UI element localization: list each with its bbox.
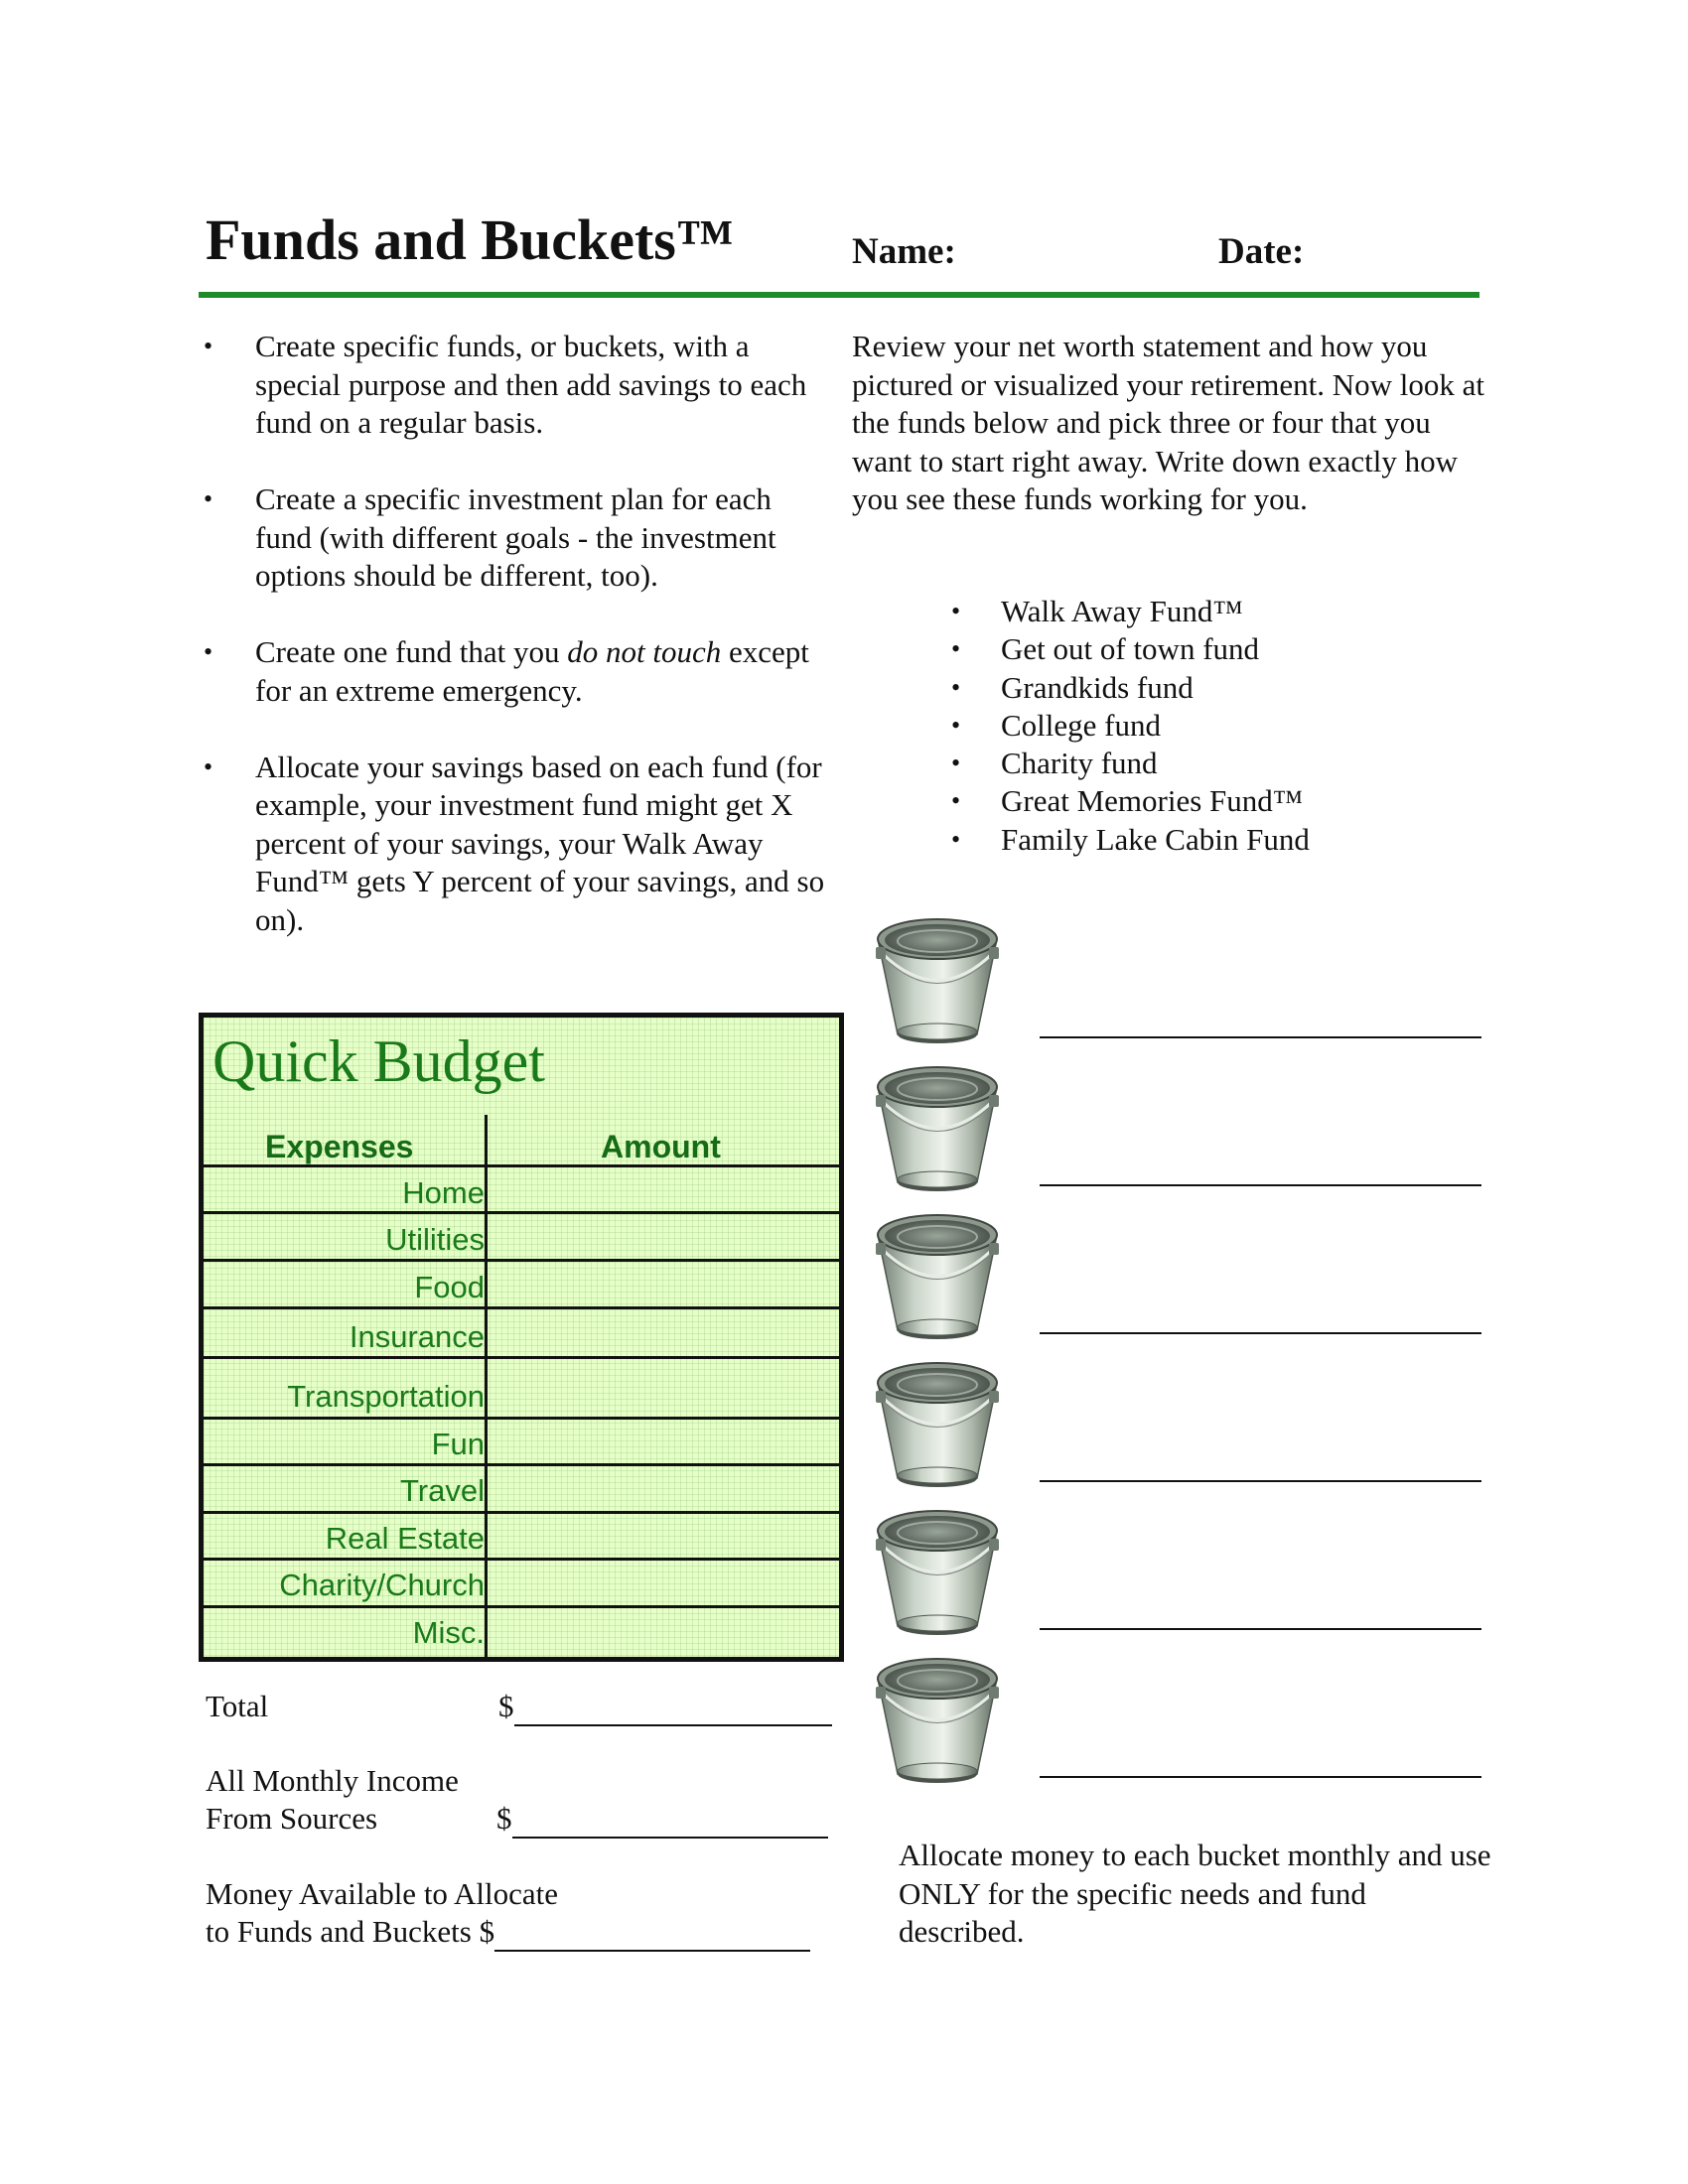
tip-item: • Create one fund that you do not touch except for an extreme emergency. bbox=[204, 633, 829, 710]
income-label-line1: All Monthly Income bbox=[206, 1763, 459, 1798]
budget-title: Quick Budget bbox=[212, 1028, 545, 1094]
bucket-write-line[interactable] bbox=[1040, 1628, 1481, 1630]
intro-paragraph: Review your net worth statement and how you pictured or visualized your retirement. Now look at the funds below and pick three or four that you want to start right away. Write down exactly how you see these funds working for you. bbox=[852, 329, 1485, 516]
expense-food: Food bbox=[414, 1270, 485, 1304]
quick-budget-table bbox=[199, 1013, 844, 1662]
fund-list-item: • Get out of town fund bbox=[951, 630, 1310, 668]
expense-charity-church: Charity/Church bbox=[279, 1568, 485, 1602]
bucket-icon bbox=[872, 1653, 1003, 1788]
bucket-icon bbox=[872, 1061, 1003, 1196]
available-field[interactable] bbox=[494, 1918, 810, 1952]
emphasis-text: do not touch bbox=[567, 634, 722, 669]
column-divider bbox=[485, 1115, 488, 1657]
fund-list-item: • Grandkids fund bbox=[951, 669, 1310, 707]
currency-sign: $ bbox=[498, 1689, 514, 1723]
expense-fun: Fun bbox=[431, 1427, 485, 1461]
bucket-icon bbox=[872, 1505, 1003, 1640]
tip-item: • Create a specific investment plan for each fund (with different goals - the investment options should be different, too). bbox=[204, 480, 829, 596]
page-title: Funds and Buckets™ bbox=[206, 207, 734, 272]
name-label: Name: bbox=[852, 231, 956, 272]
tip-item: • Create specific funds, or buckets, with a special purpose and then add savings to each fund on a regular basis. bbox=[204, 328, 829, 443]
amount-column-fields[interactable] bbox=[490, 1167, 839, 1657]
income-label-line2: From Sources bbox=[206, 1801, 378, 1836]
bucket-write-line[interactable] bbox=[1040, 1036, 1481, 1038]
expense-home: Home bbox=[402, 1175, 485, 1210]
expense-transportation: Transportation bbox=[287, 1379, 485, 1414]
amount-header: Amount bbox=[601, 1129, 721, 1164]
expense-misc: Misc. bbox=[412, 1615, 485, 1650]
total-label: Total bbox=[206, 1689, 269, 1723]
bucket-icon bbox=[872, 1357, 1003, 1492]
currency-sign: $ bbox=[496, 1801, 512, 1836]
currency-sign: $ bbox=[479, 1914, 495, 1949]
fund-list-item: • College fund bbox=[951, 707, 1310, 745]
expense-real-estate: Real Estate bbox=[325, 1521, 485, 1556]
bucket-write-line[interactable] bbox=[1040, 1776, 1481, 1778]
bucket-write-line[interactable] bbox=[1040, 1332, 1481, 1334]
expense-utilities: Utilities bbox=[385, 1222, 485, 1257]
date-label: Date: bbox=[1218, 231, 1305, 272]
bucket-write-line[interactable] bbox=[1040, 1480, 1481, 1482]
total-field[interactable] bbox=[514, 1693, 832, 1726]
tip-item: • Allocate your savings based on each fund (for example, your investment fund might get X percent of your savings, your Walk Away Fund™ gets Y percent of your savings, and so on). bbox=[204, 749, 829, 940]
fund-list-item: • Charity fund bbox=[951, 745, 1310, 782]
income-field[interactable] bbox=[512, 1805, 828, 1839]
fund-list-item: • Family Lake Cabin Fund bbox=[951, 821, 1310, 859]
bucket-icon bbox=[872, 913, 1003, 1048]
allocate-note: Allocate money to each bucket monthly and use ONLY for the specific needs and fund described. bbox=[899, 1838, 1491, 1949]
bucket-icon bbox=[872, 1209, 1003, 1344]
fund-list bbox=[951, 593, 1310, 859]
bucket-write-line[interactable] bbox=[1040, 1184, 1481, 1186]
available-label-line2: to Funds and Buckets bbox=[206, 1914, 472, 1949]
expenses-header: Expenses bbox=[265, 1129, 414, 1164]
tips-list bbox=[204, 328, 829, 978]
fund-list-item: • Great Memories Fund™ bbox=[951, 782, 1310, 820]
expense-insurance: Insurance bbox=[349, 1319, 485, 1354]
expense-travel: Travel bbox=[400, 1473, 485, 1508]
header-divider bbox=[199, 292, 1479, 298]
fund-list-item: • Walk Away Fund™ bbox=[951, 593, 1310, 630]
available-label-line1: Money Available to Allocate bbox=[206, 1876, 558, 1911]
